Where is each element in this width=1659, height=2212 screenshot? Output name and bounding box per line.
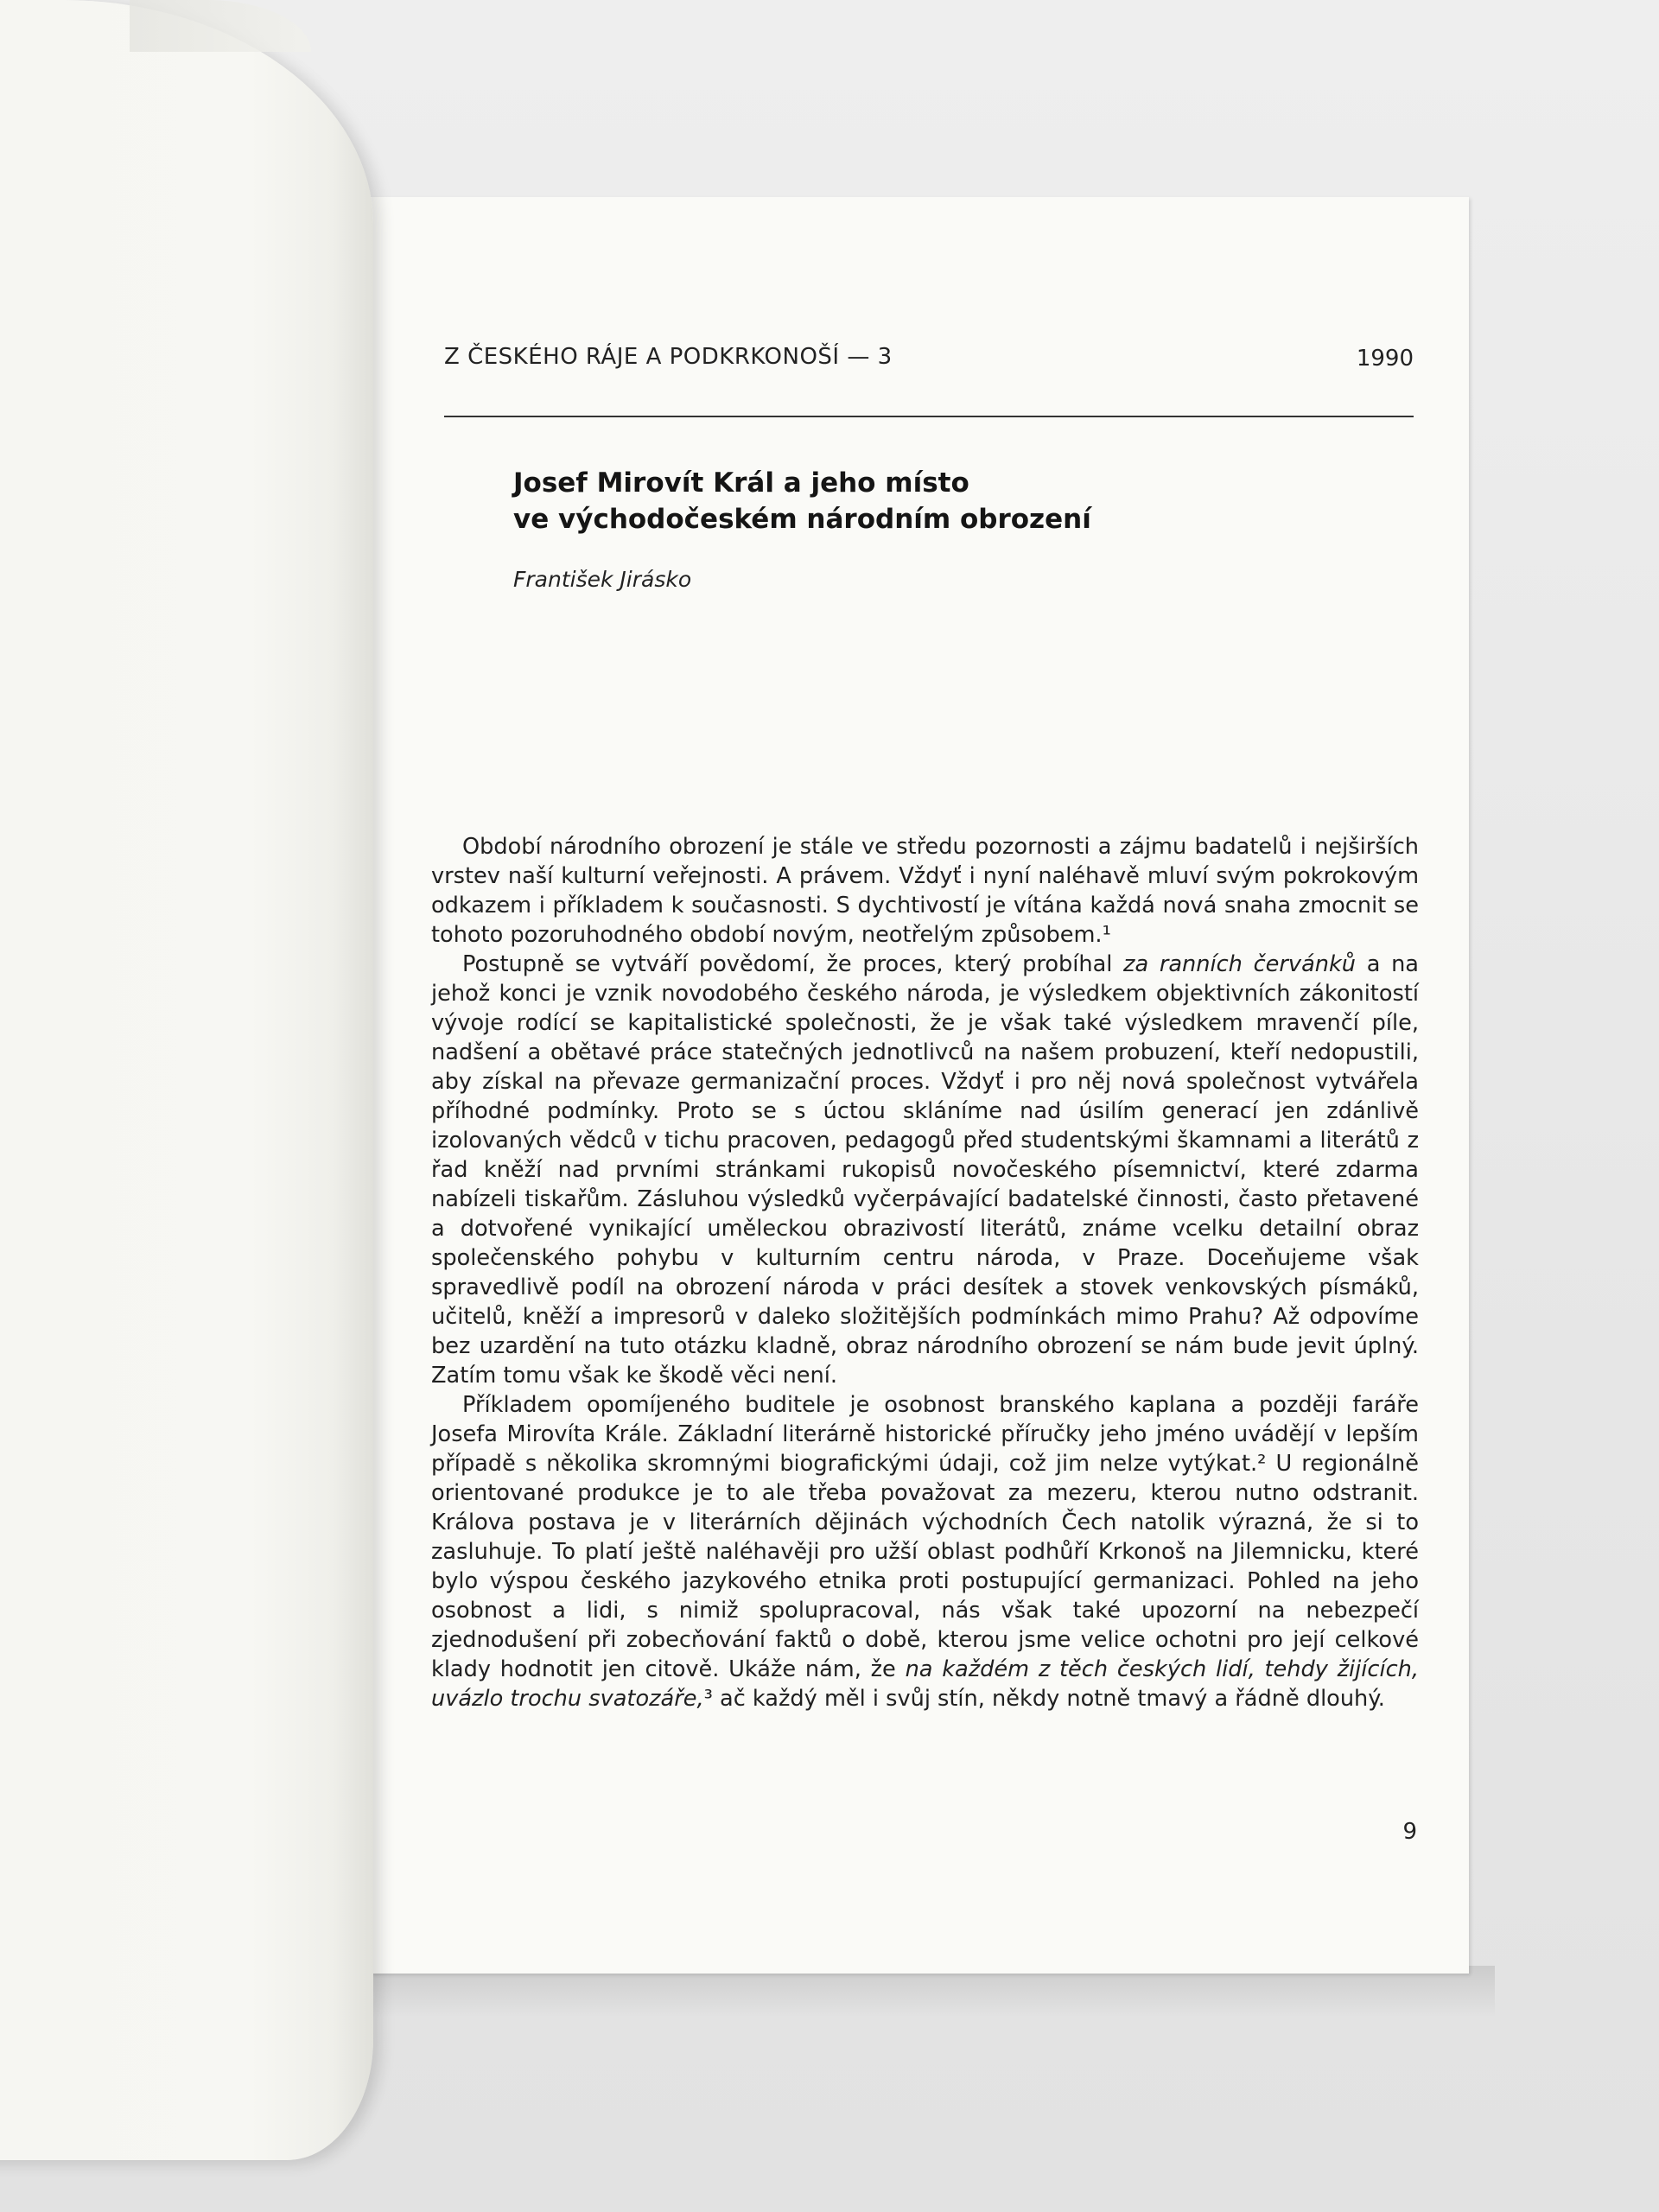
left-page-curl: [0, 0, 373, 2160]
running-title: Z ČESKÉHO RÁJE A PODKRKONOŠÍ — 3: [444, 344, 893, 370]
paragraph-2-text-b: a na jehož konci je vznik novodobého českého národa, je výsledkem objektivních zákonitostí vývoje rodící se kapitalistické společnosti, že je však také výsledkem mravenčí píle, nadšení a obětavé práce statečných jednotlivců na našem probuzení, kteří nedopustili, aby získal na převaze germanizační proces. Vždyť i pro něj nová společnost vytvářela příhodné podmínky. Proto se s úctou skláníme nad úsilím generací jen zdánlivě izolovaných vědců v tichu pracoven, pedagogů před studentskými škamnami a literátů z řad kněží nad prvními stránkami rukopisů novočeského písemnictví, které zdarma nabízeli tiskařům. Zásluhou výsledků vyčerpávající badatelské činnosti, často přetavené a dotvořené vynikající uměleckou obrazivostí literátů, známe vcelku detailní obraz společenského pohybu v kulturním centru národa, v Praze. Doceňujeme však spravedlivě podíl na obrození národa v práci desítek a stovek venkovských písmáků, učitelů, kněží a impresorů v daleko složitějších podmínkách mimo Prahu? Až odpovíme bez uzardění na tuto otázku kladně, obraz národního obrození se nám bude jevit úplný. Zatím tomu však ke škodě věci není.: [431, 951, 1419, 1389]
paragraph-2-italic: za ranních červánků: [1123, 951, 1357, 977]
paragraph-3-text-a: Příkladem opomíjeného buditele je osobnost branského kaplana a později faráře Josefa Mirovíta Krále. Základní literárně historické příručky jeho jméno uvádějí v lepším případě s několika skromnými biografickými údaji, což jim nelze vytýkat.² U regionálně orientované produkce je to ale třeba považovat za mezeru, kterou nutno odstranit. Králova postava je v literárních dějinách východních Čech natolik výrazná, že si to zasluhuje. To platí ještě naléhavěji pro užší oblast podhůří Krkonoš na Jilemnicku, které bylo výspou českého jazykového etnika proti postupující germanizaci. Pohled na jeho osobnost a lidi, s nimiž spolupracoval, nás však také upozorní na nebezpečí zjednodušení při zobecňování faktů o době, kterou jsme velice ochotni pro její celkové klady hodnotit jen citově. Ukáže nám, že: [431, 1392, 1419, 1682]
paragraph-2-text-a: Postupně se vytváří povědomí, že proces, který probíhal: [462, 951, 1124, 977]
paragraph-3-italic: na každém z těch českých lidí, tehdy žijících, uvázlo trochu svatozáře,: [431, 1656, 1419, 1712]
article-body: [431, 832, 1419, 1713]
article-title: [513, 465, 1291, 537]
page-shadow: [346, 1966, 1495, 2018]
header-rule: [444, 416, 1414, 417]
page-number: 9: [1402, 1819, 1417, 1845]
article-title-line-2: ve východočeském národním obrození: [513, 504, 1091, 535]
paragraph-3-text-b: ³ ač každý měl i svůj stín, někdy notně tmavý a řádně dlouhý.: [703, 1686, 1385, 1712]
article-title-line-1: Josef Mirovít Král a jeho místo: [513, 467, 969, 499]
header-year: 1990: [1356, 346, 1414, 372]
running-header: [444, 344, 1414, 378]
article-author: František Jirásko: [513, 567, 692, 592]
paragraph-1: Období národního obrození je stále ve středu pozornosti a zájmu badatelů i nejširších vrstev naší kulturní veřejnosti. A právem. Vždyť i nyní naléhavě mluví svým pokrokovým odkazem i příkladem k současnosti. S dychtivostí je vítána každá nová snaha zmocnit se tohoto pozoruhodného období novým, neotřelým způsobem.¹: [431, 834, 1419, 948]
paragraph-2: [431, 950, 1419, 1390]
paragraph-3: [431, 1390, 1419, 1713]
